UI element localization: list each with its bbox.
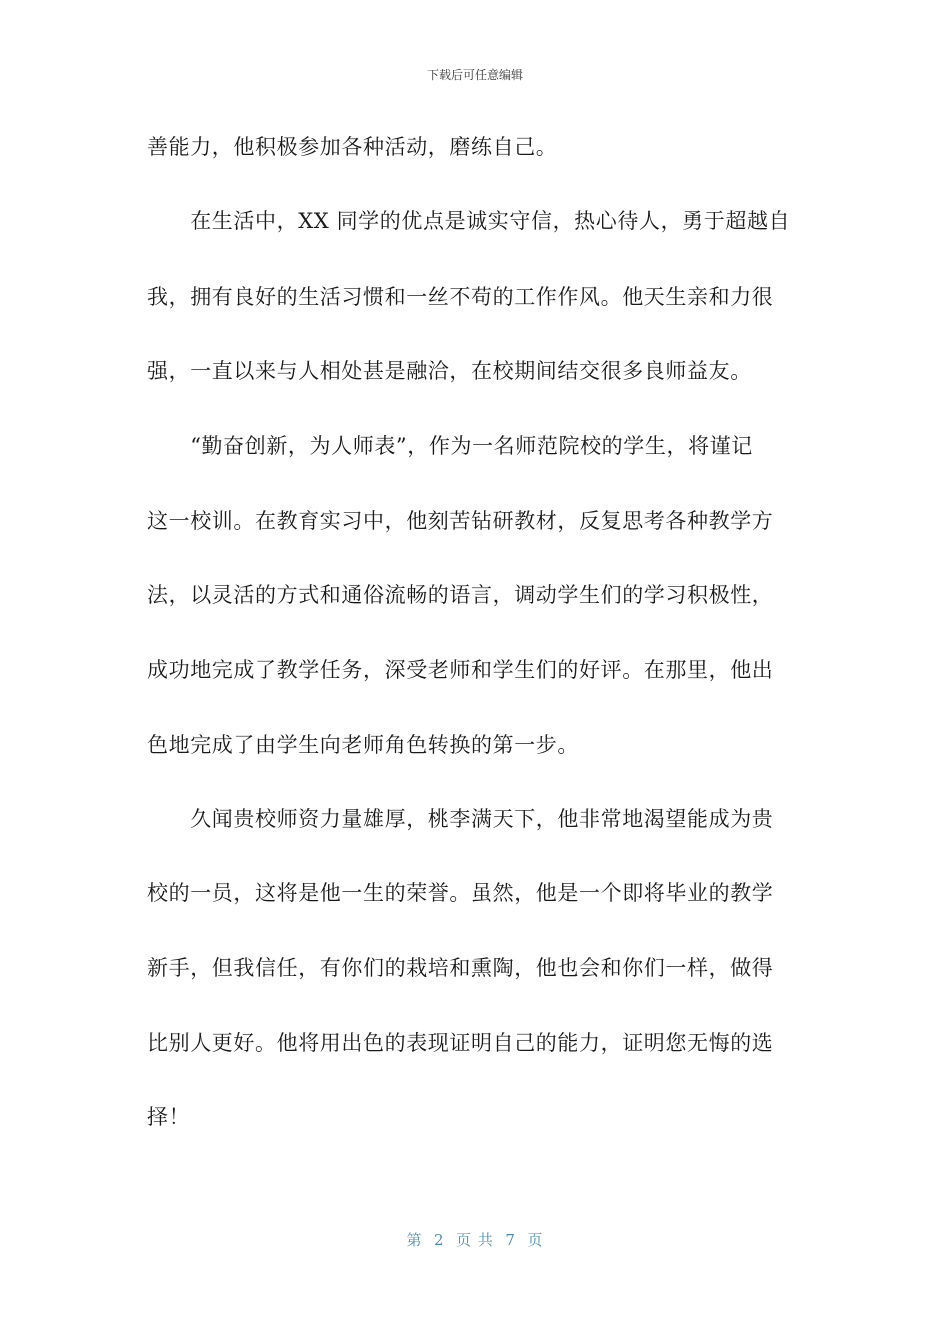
text-line: 我，拥有良好的生活习惯和一丝不苟的工作作风。他天生亲和力很 [147, 285, 774, 309]
text-line: 比别人更好。他将用出色的表现证明自己的能力，证明您无悔的选 [147, 1031, 774, 1055]
page-header: 下载后可任意编辑 [426, 68, 523, 82]
text-line: 色地完成了由学生向老师角色转换的第一步。 [147, 733, 579, 757]
text-line: 久闻贵校师资力量雄厚，桃李满天下，他非常地渴望能成为贵 [147, 807, 774, 831]
text-line: 校的一员，这将是他一生的荣誉。虽然，他是一个即将毕业的教学 [147, 881, 774, 905]
page-number-text: 第 2 页 共 7 页 [406, 1231, 544, 1249]
text-line: 在生活中，XX 同学的优点是诚实守信，热心待人，勇于超越自 [147, 209, 791, 233]
text-line: 新手，但我信任，有你们的栽培和熏陶，他也会和你们一样，做得 [147, 956, 774, 980]
text-line: 这一校训。在教育实习中，他刻苦钻研教材，反复思考各种教学方 [147, 509, 774, 533]
text-line: 善能力，他积极参加各种活动，磨练自己。 [147, 135, 558, 159]
text-line: 强，一直以来与人相处甚是融洽，在校期间结交很多良师益友。 [147, 359, 752, 383]
text-line: “勤奋创新，为人师表”，作为一名师范院校的学生，将谨记 [147, 434, 753, 458]
text-line: 择！ [147, 1105, 191, 1129]
text-line: 法，以灵活的方式和通俗流畅的语言，调动学生们的学习积极性， [147, 583, 774, 607]
text-line: 成功地完成了教学任务，深受老师和学生们的好评。在那里，他出 [147, 658, 774, 682]
page-number-footer [0, 1229, 950, 1250]
